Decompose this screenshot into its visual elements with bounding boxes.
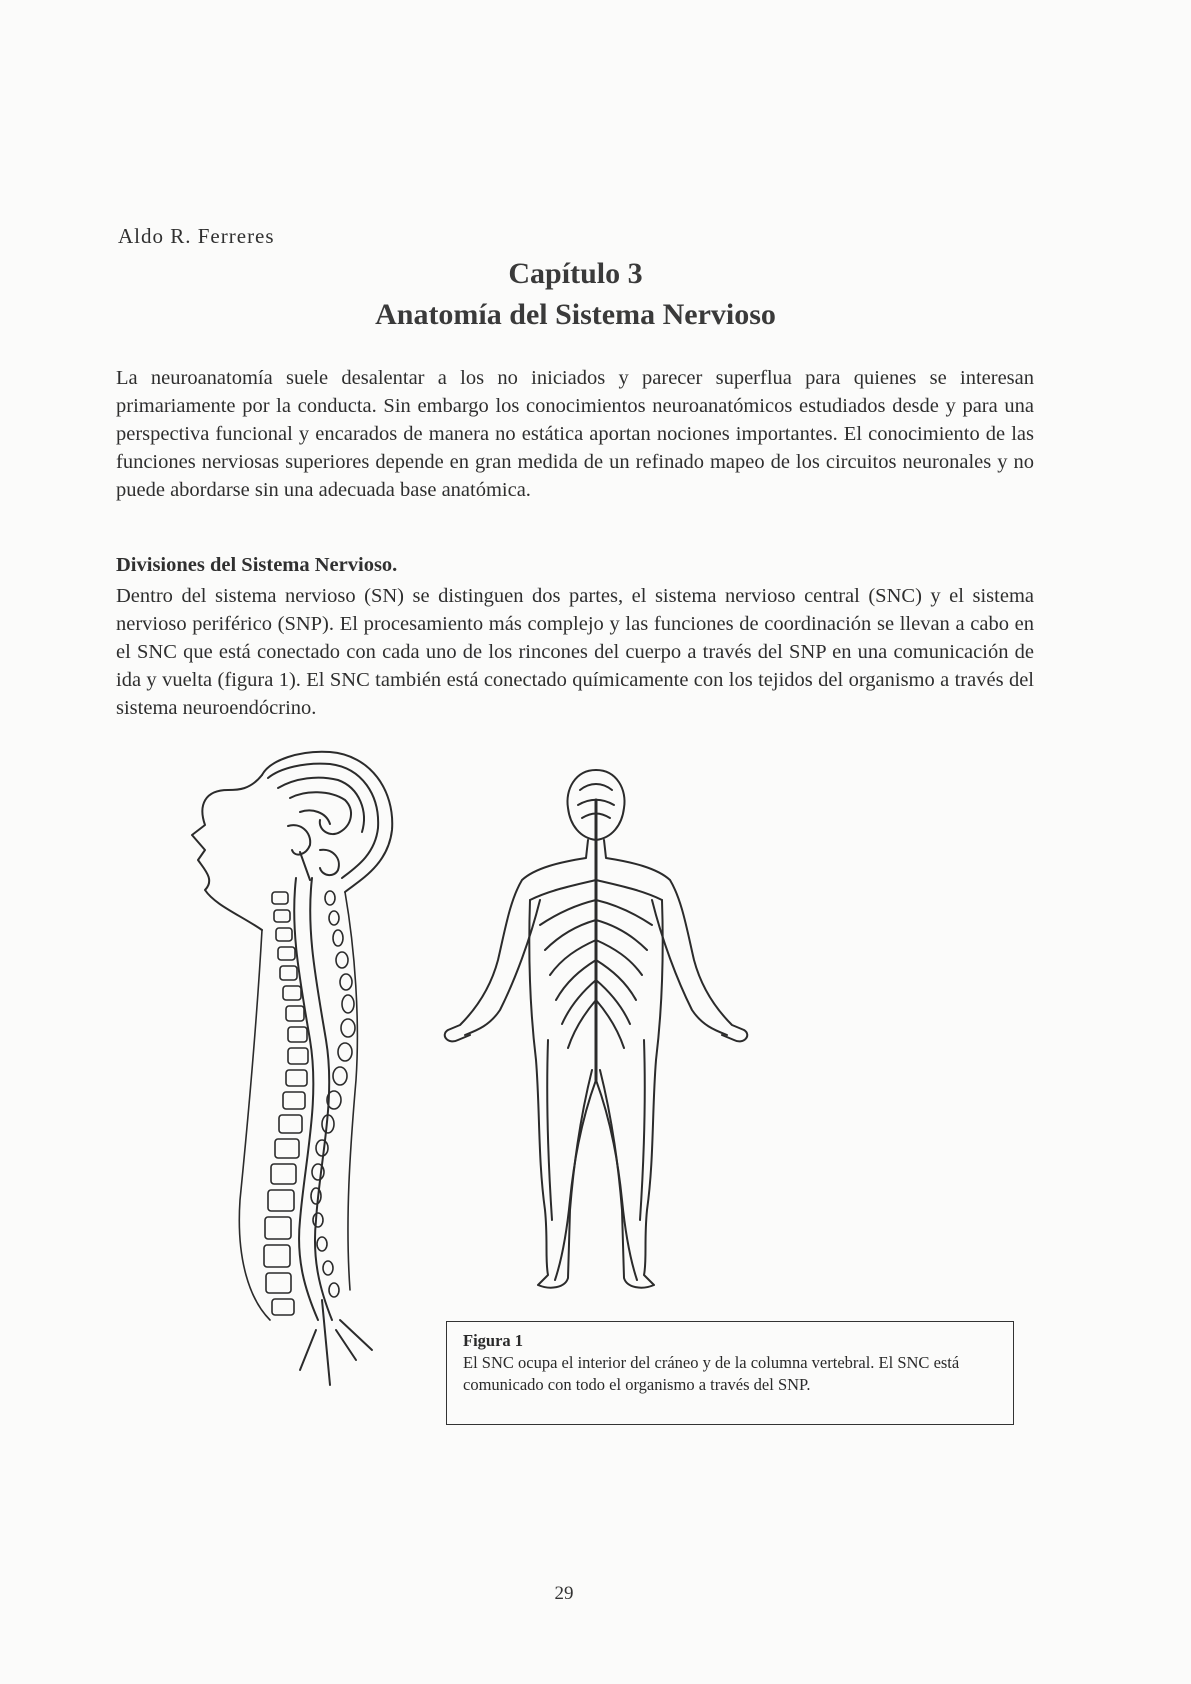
page-number: 29 bbox=[554, 1583, 574, 1604]
intro-paragraph: La neuroanatomía suele desalentar a los no iniciados y parecer superflua para quienes se interesan primariamente por la conducta. Sin embargo los conocimientos neuroanatómicos estudiados desde y para una perspectiva funcional y encarados de manera no estática aportan nociones importantes. El conocimiento de las funciones nerviosas superiores depende en gran medida de un refinado mapeo de los circuitos neuronales y no puede abordarse sin una adecuada base anatómica. bbox=[116, 367, 1034, 501]
figure-caption-text: El SNC ocupa el interior del cráneo y de la columna vertebral. El SNC está comunicado con todo el organismo a través del SNP. bbox=[463, 1353, 960, 1394]
sagittal-head-spine-drawing bbox=[192, 752, 392, 1385]
figure-caption bbox=[446, 1321, 1014, 1425]
chapter-number: Capítulo 3 bbox=[508, 257, 643, 290]
figure-caption-title: Figura 1 bbox=[463, 1331, 524, 1350]
chapter-title: Anatomía del Sistema Nervioso bbox=[375, 298, 776, 331]
section-paragraph: Dentro del sistema nervioso (SN) se distinguen dos partes, el sistema nervioso central (SNC) y el sistema nervioso periférico (SNP). El procesamiento más complejo y las funciones de coordinación se llevan a cabo en el SNC que está conectado con cada uno de los rincones del cuerpo a través del SNP en una comunicación de ida y vuelta (figura 1). El SNC también está conectado químicamente con los tejidos del organismo a través del sistema neuroendócrino. bbox=[116, 585, 1034, 719]
author-name: Aldo R. Ferreres bbox=[118, 224, 275, 248]
body-nervous-system-drawing bbox=[445, 770, 748, 1288]
vertebrae bbox=[239, 891, 357, 1320]
section-heading: Divisiones del Sistema Nervioso. bbox=[116, 554, 398, 576]
